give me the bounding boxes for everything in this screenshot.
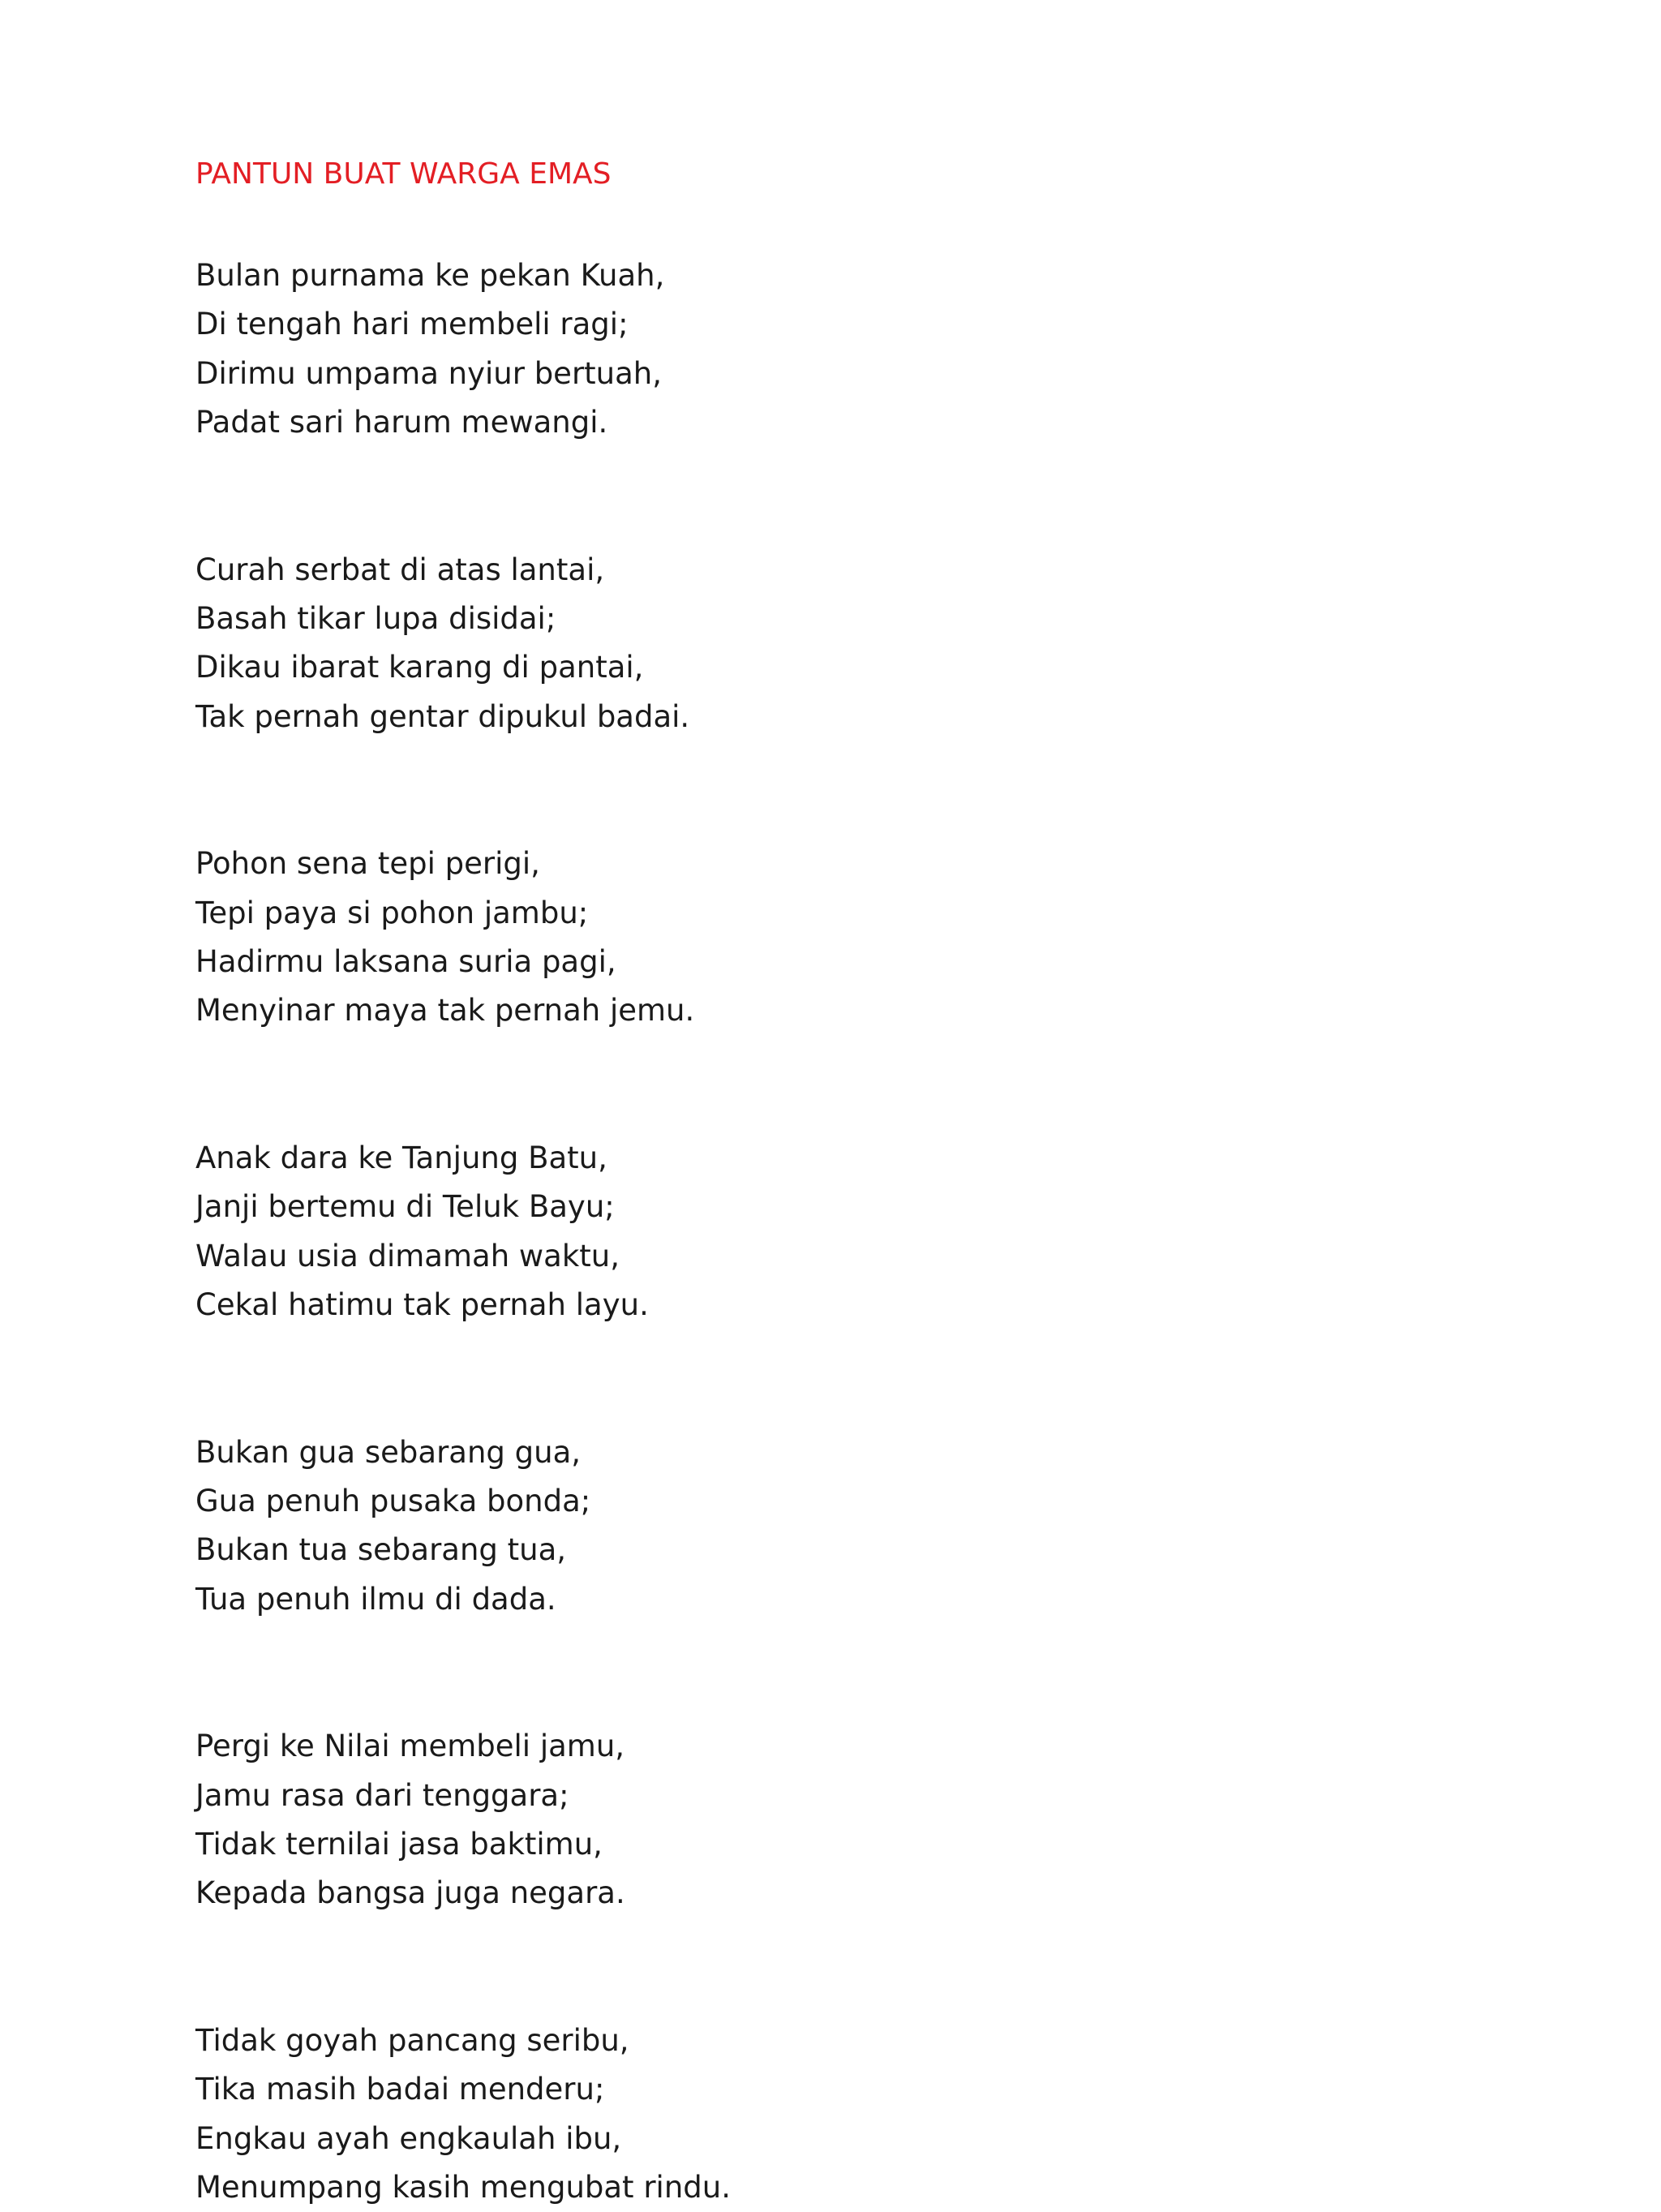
poem-line: Menyinar maya tak pernah jemu. <box>195 993 695 1029</box>
poem-line: Tidak goyah pancang seribu, <box>195 2022 629 2058</box>
poem-line: Tepi paya si pohon jambu; <box>195 895 589 930</box>
poem-line: Pohon sena tepi perigi, <box>195 846 540 882</box>
poem-line: Basah tikar lupa disidai; <box>195 601 556 637</box>
poem-line: Di tengah hari membeli ragi; <box>195 307 629 342</box>
poem-line: Tidak ternilai jasa baktimu, <box>195 1826 603 1862</box>
poem-line: Curah serbat di atas lantai, <box>195 552 605 587</box>
poem-line: Pergi ke Nilai membeli jamu, <box>195 1729 625 1764</box>
poem-line: Gua penuh pusaka bonda; <box>195 1483 591 1518</box>
poem-line: Bukan gua sebarang gua, <box>195 1434 582 1470</box>
poem-line: Padat sari harum mewangi. <box>195 405 608 440</box>
poem-line: Tak pernah gentar dipukul badai. <box>195 698 690 734</box>
stanza-2 <box>195 546 1461 742</box>
stanza-4 <box>195 1134 1461 1330</box>
poem-line: Walau usia dimamah waktu, <box>195 1238 620 1274</box>
poem-line: Hadirmu laksana suria pagi, <box>195 944 616 980</box>
poem-title: PANTUN BUAT WARGA EMAS <box>195 157 612 191</box>
stanza-7 <box>195 2017 1461 2212</box>
poem-line: Dikau ibarat karang di pantai, <box>195 650 644 685</box>
poem-line: Janji bertemu di Teluk Bayu; <box>195 1189 615 1225</box>
poem-line: Engkau ayah engkaulah ibu, <box>195 2120 622 2156</box>
stanza-3 <box>195 840 1461 1036</box>
poem-line: Tika masih badai menderu; <box>195 2072 605 2107</box>
poem-body <box>195 154 1461 2212</box>
poem-line: Anak dara ke Tanjung Batu, <box>195 1140 607 1175</box>
poem-line: Menumpang kasih mengubat rindu. <box>195 2169 731 2205</box>
poem-line: Jamu rasa dari tenggara; <box>195 1777 569 1813</box>
poem-line: Bukan tua sebarang tua, <box>195 1532 567 1568</box>
poem-line: Bulan purnama ke pekan Kuah, <box>195 258 665 293</box>
poem-line: Kepada bangsa juga negara. <box>195 1875 625 1911</box>
stanza-5 <box>195 1428 1461 1625</box>
poem-line: Tua penuh ilmu di dada. <box>195 1581 556 1617</box>
stanza-6 <box>195 1722 1461 1918</box>
poem-line: Dirimu umpama nyiur bertuah, <box>195 355 662 391</box>
poem-line: Cekal hatimu tak pernah layu. <box>195 1287 649 1323</box>
stanza-1 <box>195 251 1461 448</box>
